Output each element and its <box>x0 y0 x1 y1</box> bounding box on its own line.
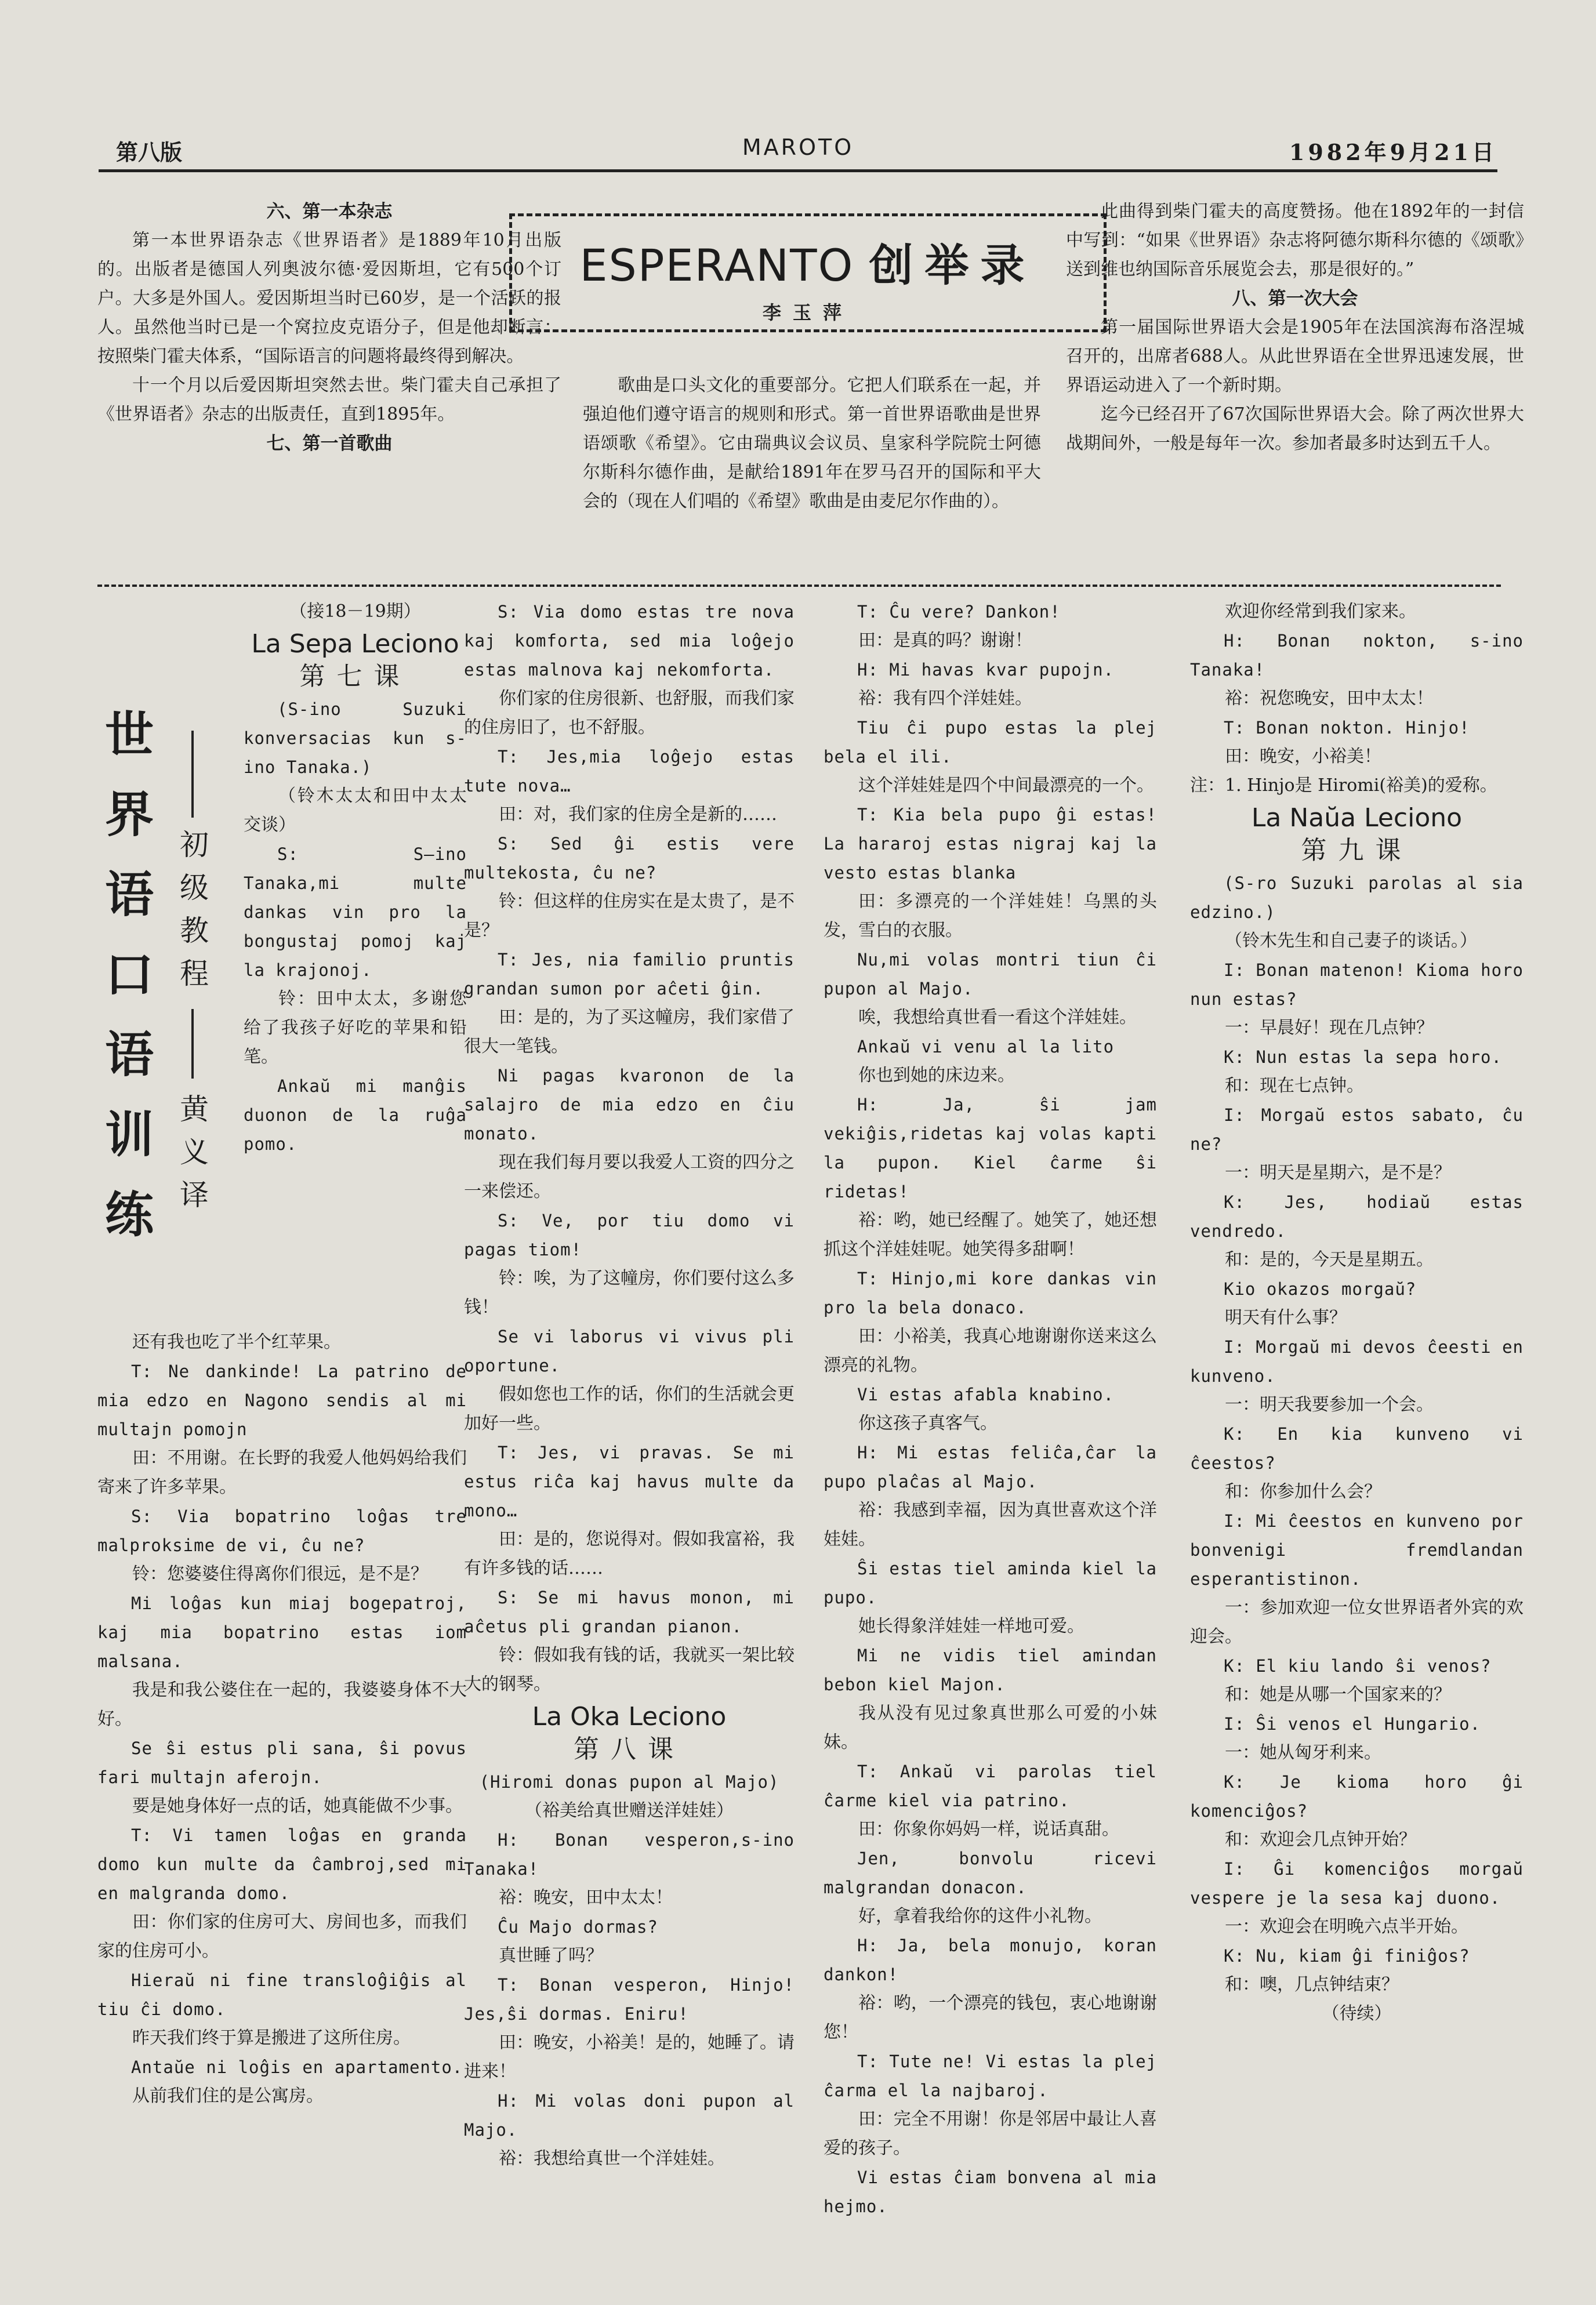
article-title: ESPERANTO 创举录 <box>579 239 1036 291</box>
article-col-top-middle <box>583 371 1041 580</box>
dialogue-line: K: Nun estas la sepa horo. <box>1224 1047 1502 1067</box>
page-header <box>99 135 1497 172</box>
section-divider <box>97 585 1501 587</box>
dialogue-line: S: Se mi havus monon, mi aĉetus pli grandan pianon. <box>464 1588 795 1636</box>
article-col-top-left <box>97 197 561 574</box>
dialogue-line: 裕：我感到幸福，因为真世喜欢这个洋娃娃。 <box>824 1500 1157 1549</box>
dialogue-line: 田：是的，您说得对。假如我富裕，我有许多钱的话…… <box>464 1529 795 1578</box>
dialogue-line: 铃：但这样的住房实在是太贵了，是不是？ <box>464 891 795 941</box>
paragraph: 此曲得到柴门霍夫的高度赞扬。他在1892年的一封信中写到：“如果《世界语》杂志将阿德尔斯科尔德的《颂歌》送到维也纳国际音乐展览会去，那是很好的。” <box>1066 201 1524 279</box>
paragraph: 第一届国际世界语大会是1905年在法国滨海布洛涅城召开的，出席者688人。从此世界语在全世界迅速发展，世界语运动进入了一个新时期。 <box>1066 317 1524 395</box>
paragraph: 十一个月以后爱因斯坦突然去世。柴门霍夫自己承担了《世界语者》杂志的出版责任，直到1895年。 <box>97 375 561 424</box>
dialogue-line: T: Tute ne! Vi estas la plej ĉarma el la najbaroj. <box>824 2052 1157 2100</box>
dialogue-line: T: Jes, nia familio pruntis grandan sumon por aĉeti ĝin. <box>464 950 795 999</box>
section-heading: 六、第一本杂志 <box>266 201 393 222</box>
dialogue-line: 和：是的，今天是星期五。 <box>1225 1250 1434 1270</box>
dialogue-line: 和：欢迎会几点钟开始？ <box>1225 1830 1416 1850</box>
dialogue-line: 我是和我公婆住在一起的，我婆婆身体不大好。 <box>97 1680 467 1729</box>
dialogue-line: Mi ne vidis tiel amindan bebon kiel Majon. <box>824 1646 1157 1694</box>
dialogue-line: 假如您也工作的话，你们的生活就会更加好一些。 <box>464 1384 795 1433</box>
dialogue-line: T: Ankaŭ vi parolas tiel ĉarme kiel via patrino. <box>824 1762 1157 1810</box>
dialogue-line: I: Mi ĉeestos en kunveno por bonvenigi fremdlandan esperantistinon. <box>1190 1511 1524 1589</box>
dialogue-line: 田：是真的吗？谢谢！ <box>858 630 1032 651</box>
lesson-col-4 <box>1190 597 1524 2238</box>
lesson-title-eo: La Naŭa Leciono <box>1251 803 1463 833</box>
translator-text: 黄义译 <box>180 1092 209 1212</box>
dialogue-line: 铃：田中太太，多谢您给了我孩子好吃的苹果和铅笔。 <box>244 989 467 1067</box>
vertical-rule <box>191 731 194 818</box>
dialogue-line: Se vi laborus vi vivus pli oportune. <box>464 1327 795 1375</box>
dialogue-line: 田：你象你妈妈一样，说话真甜。 <box>858 1819 1119 1839</box>
dialogue-line: 铃：您婆婆住得离你们很远，是不是？ <box>132 1564 428 1584</box>
dialogue-line: 一：欢迎会在明晚六点半开始。 <box>1225 1916 1468 1937</box>
lesson-col-1-top <box>244 597 467 1328</box>
dialogue-line: Mi loĝas kun miaj bogepatroj, kaj mia bopatrino estas iom malsana. <box>97 1593 467 1671</box>
dialogue-line: 真世睡了吗？ <box>499 1945 603 1966</box>
article-col-top-right <box>1066 197 1524 574</box>
dialogue-line: K: El kiu lando ŝi venos? <box>1224 1656 1492 1676</box>
dialogue-line: S: Ve, por tiu domo vi pagas tiom! <box>464 1211 795 1259</box>
dialogue-line: T: Ĉu vere? Dankon! <box>857 602 1061 622</box>
lesson-intro-cn: （铃木先生和自己妻子的谈话。） <box>1225 931 1477 951</box>
dialogue-line: I: Morgaŭ mi devos ĉeesti en kunveno. <box>1190 1337 1524 1386</box>
dialogue-line: Hieraŭ ni fine transloĝiĝis al tiu ĉi domo. <box>97 1970 467 2019</box>
dialogue-line: 她长得象洋娃娃一样地可爱。 <box>858 1616 1084 1636</box>
dialogue-line: 田：你们家的住房可大、房间也多，而我们家的住房可小。 <box>97 1912 467 1961</box>
dialogue-line: 一：早晨好！现在几点钟？ <box>1225 1018 1434 1038</box>
dialogue-line: H: Mi volas doni pupon al Majo. <box>464 2091 795 2140</box>
dialogue-line: 从前我们住的是公寓房。 <box>132 2086 324 2106</box>
dialogue-line: Nu,mi volas montri tiun ĉi pupon al Majo. <box>824 950 1157 999</box>
dialogue-line: I: Morgaŭ estos sabato, ĉu ne? <box>1190 1105 1524 1154</box>
series-subtitle <box>174 823 215 1217</box>
subtitle-text: 初级教程 <box>180 828 209 990</box>
dialogue-line: 一：参加欢迎一位女世界语者外宾的欢迎会。 <box>1190 1598 1524 1647</box>
dialogue-line: 田：晚安，小裕美！是的，她睡了。请进来！ <box>464 2032 795 2082</box>
dialogue-line: T: Ne dankinde! La patrino de mia edzo en Nagono sendis al mi multajn pomojn <box>97 1362 467 1439</box>
dialogue-line: 田：对，我们家的住房全是新的…… <box>499 804 777 825</box>
dialogue-line: 田：是的，为了买这幢房，我们家借了很大一笔钱。 <box>464 1007 795 1057</box>
page-number: 第八版 <box>116 139 183 165</box>
dialogue-line: 明天有什么事？ <box>1225 1308 1347 1328</box>
dialogue-line: K: Je kioma horo ĝi komenciĝos? <box>1190 1772 1524 1821</box>
dialogue-line: 铃：唉，为了这幢房，你们要付这么多钱！ <box>464 1268 795 1317</box>
dialogue-line: I: Bonan matenon! Kioma horo nun estas? <box>1190 960 1524 1009</box>
dialogue-line: H: Bonan nokton, s-ino Tanaka! <box>1190 631 1524 680</box>
lesson-col-1-bottom <box>97 1328 467 2233</box>
dialogue-line: Kio okazos morgaŭ? <box>1224 1279 1417 1299</box>
lesson-title-cn: 第九课 <box>1301 836 1413 865</box>
dialogue-line: 昨天我们终于算是搬进了这所住房。 <box>132 2028 411 2048</box>
dialogue-line: 你这孩子真客气。 <box>858 1413 998 1433</box>
dialogue-line: 裕：哟，一个漂亮的钱包，衷心地谢谢您！ <box>824 1993 1157 2042</box>
dialogue-line: H: Mi havas kvar pupojn. <box>857 660 1115 680</box>
lesson-intro-eo: (Hiromi donas pupon al Majo) <box>479 1772 779 1792</box>
dialogue-line: S: Via bopatrino loĝas tre malproksime de vi, ĉu ne? <box>97 1507 467 1555</box>
lesson-col-3 <box>824 597 1157 2238</box>
article-author: 李玉萍 <box>762 302 853 324</box>
dialogue-line: 这个洋娃娃是四个中间最漂亮的一个。 <box>858 775 1154 796</box>
dialogue-line: H: Ja, bela monujo, koran dankon! <box>824 1936 1157 1984</box>
lesson-title-cn: 第七课 <box>299 662 411 691</box>
dialogue-line: 一：她从匈牙利来。 <box>1225 1743 1381 1763</box>
dialogue-line: 田：多漂亮的一个洋娃娃！乌黑的头发，雪白的衣服。 <box>824 891 1157 941</box>
dialogue-line: S: S—ino Tanaka,mi multe dankas vin pro la bongustaj pomoj kaj la krajonoj. <box>244 844 467 980</box>
dialogue-line: T: Jes,mia loĝejo estas tute nova… <box>464 747 795 796</box>
dialogue-line: T: Jes, vi pravas. Se mi estus riĉa kaj havus multe da mono… <box>464 1443 795 1520</box>
dialogue-line: 我从没有见过象真世那么可爱的小妹妹。 <box>824 1703 1157 1752</box>
paragraph: 第一本世界语杂志《世界语者》是1889年10月出版的。出版者是德国人列奥波尔德·爱因斯坦，它有500个订户。大多是外国人。爱因斯坦当时已60岁，是一个活跃的报人。虽然他当时已是一个窝拉皮克语分子，但是他却断言：按照柴门霍夫体系，“国际语言的问题将最终得到解决。 <box>97 230 561 366</box>
dialogue-line: Ni pagas kvaronon de la salajro de mia edzo en ĉiu monato. <box>464 1066 795 1144</box>
lesson-intro-cn: （铃木太太和田中太太交谈） <box>244 786 467 835</box>
dialogue-line: Tiu ĉi pupo estas la plej bela el ili. <box>824 718 1157 767</box>
dialogue-line: 要是她身体好一点的话，她真能做不少事。 <box>132 1796 463 1816</box>
dialogue-line: K: Nu, kiam ĝi finiĝos? <box>1224 1946 1470 1966</box>
dialogue-line: Jen, bonvolu ricevi malgrandan donacon. <box>824 1849 1157 1897</box>
issue-date: 1982年9月21日 <box>1289 139 1497 165</box>
section-heading: 八、第一次大会 <box>1232 288 1358 309</box>
footnote: 注：1. Hinjo是 Hiromi(裕美)的爱称。 <box>1190 775 1497 796</box>
dialogue-line: S: Sed ĝi estis vere multekosta, ĉu ne? <box>464 834 795 883</box>
dialogue-line: 和：你参加什么会？ <box>1225 1482 1381 1502</box>
lesson-intro-eo: (S-ro Suzuki parolas al sia edzino.) <box>1190 873 1524 922</box>
dialogue-line: H: Bonan vesperon,s-ino Tanaka! <box>464 1830 795 1879</box>
dialogue-line: 裕：我想给真世一个洋娃娃。 <box>499 2148 725 2169</box>
dialogue-line: H: Ja, ŝi jam vekiĝis,ridetas kaj volas kapti la pupon. Kiel ĉarme ŝi ridetas! <box>824 1095 1157 1201</box>
dialogue-line: 铃：假如我有钱的话，我就买一架比较大的钢琴。 <box>464 1645 795 1694</box>
dialogue-line: 现在我们每月要以我爱人工资的四分之一来偿还。 <box>464 1152 795 1201</box>
vertical-rule <box>191 1009 194 1079</box>
dialogue-line: T: Kia bela pupo ĝi estas! La hararoj estas nigraj kaj la vesto estas blanka <box>824 805 1157 883</box>
dialogue-line: K: Jes, hodiaŭ estas vendredo. <box>1190 1192 1524 1241</box>
dialogue-line: T: Vi tamen loĝas en granda domo kun multe da ĉambroj,sed mi en malgranda domo. <box>97 1825 467 1903</box>
dialogue-line: 裕：晚安，田中太太！ <box>499 1887 673 1908</box>
lesson-intro-eo: (S-ino Suzuki konversacias kun s-ino Tanaka.) <box>244 699 467 777</box>
dialogue-line: 你们家的住房很新、也舒服，而我们家的住房旧了，也不舒服。 <box>464 688 795 738</box>
dialogue-line: 裕：我有四个洋娃娃。 <box>858 688 1032 709</box>
dialogue-line: T: Bonan nokton. Hinjo! <box>1224 718 1470 738</box>
dialogue-line: Ŝi estas tiel aminda kiel la pupo. <box>824 1559 1157 1607</box>
dialogue-line: 裕：哟，她已经醒了。她笑了，她还想抓这个洋娃娃呢。她笑得多甜啊！ <box>824 1210 1157 1259</box>
continued-note: （接18－19期） <box>289 601 421 622</box>
series-title: 世界语口语训练 <box>104 706 154 1243</box>
dialogue-line: K: En kia kunveno vi ĉeestos? <box>1190 1424 1524 1473</box>
paragraph: 迄今已经召开了67次国际世界语大会。除了两次世界大战期间外，一般是每年一次。参加者最多时达到五千人。 <box>1066 404 1524 453</box>
dialogue-line: T: Bonan vesperon, Hinjo! Jes,ŝi dormas. Eniru! <box>464 1975 795 2024</box>
dialogue-line: 田：不用谢。在长野的我爱人他妈妈给我们寄来了许多苹果。 <box>97 1448 467 1497</box>
dialogue-line: 一：明天我要参加一个会。 <box>1225 1395 1434 1415</box>
dialogue-line: Vi estas afabla knabino. <box>857 1385 1115 1404</box>
lesson-title-eo: La Oka Leciono <box>532 1702 727 1732</box>
dialogue-line: Antaŭe ni loĝis en apartamento. <box>131 2057 463 2077</box>
dialogue-line: Ĉu Majo dormas? <box>498 1917 658 1937</box>
dialogue-line: T: Hinjo,mi kore dankas vin pro la bela donaco. <box>824 1269 1157 1317</box>
dialogue-line: 唉，我想给真世看一看这个洋娃娃。 <box>858 1007 1137 1028</box>
dialogue-line: I: Ŝi venos el Hungario. <box>1224 1714 1481 1734</box>
to-be-continued: （待续） <box>1322 2003 1392 2024</box>
dialogue-line: Ankaŭ mi manĝis duonon de la ruĝa pomo. <box>244 1076 467 1154</box>
lesson-intro-cn: （裕美给真世赠送洋娃娃） <box>525 1801 734 1821</box>
dialogue-line: 还有我也吃了半个红苹果。 <box>132 1332 341 1352</box>
dialogue-line: S: Via domo estas tre nova kaj komforta, sed mia loĝejo estas malnova kaj nekomforta. <box>464 602 795 680</box>
dialogue-line: 好，拿着我给你的这件小礼物。 <box>858 1906 1102 1926</box>
dialogue-line: 欢迎你经常到我们家来。 <box>1225 601 1416 622</box>
dialogue-line: 一：明天是星期六，是不是？ <box>1225 1163 1451 1183</box>
lesson-col-2 <box>464 597 795 2238</box>
dialogue-line: 裕：祝您晚安，田中太太！ <box>1225 688 1434 709</box>
dialogue-line: 田：晚安，小裕美！ <box>1225 746 1381 767</box>
newspaper-name: MAROTO <box>742 135 854 160</box>
lesson-title-cn: 第八课 <box>574 1734 685 1764</box>
dialogue-line: 和：噢，几点钟结束？ <box>1225 1974 1399 1995</box>
dialogue-line: Vi estas ĉiam bonvena al mia hejmo. <box>824 2168 1157 2216</box>
lesson-title-eo: La Sepa Leciono <box>251 629 459 659</box>
dialogue-line: 和：她是从哪一个国家来的？ <box>1225 1685 1451 1705</box>
dialogue-line: 和：现在七点钟。 <box>1225 1076 1364 1096</box>
dialogue-line: 你也到她的床边来。 <box>858 1065 1015 1086</box>
article-title-box <box>509 213 1107 332</box>
dialogue-line: 田：小裕美，我真心地谢谢你送来这么漂亮的礼物。 <box>824 1326 1157 1375</box>
dialogue-line: I: Ĝi komenciĝos morgaŭ vespere je la sesa kaj duono. <box>1190 1859 1524 1908</box>
section-heading: 七、第一首歌曲 <box>266 433 393 454</box>
dialogue-line: H: Mi estas feliĉa,ĉar la pupo plaĉas al Majo. <box>824 1443 1157 1491</box>
paragraph: 歌曲是口头文化的重要部分。它把人们联系在一起，并强迫他们遵守语言的规则和形式。第一首世界语歌曲是世界语颂歌《希望》。它由瑞典议会议员、皇家科学院院士阿德尔斯科尔德作曲，是献给1891年在罗马召开的国际和平大会的（现在人们唱的《希望》歌曲是由麦尼尔作曲的）。 <box>583 375 1041 511</box>
dialogue-line: Ankaŭ vi venu al la lito <box>857 1037 1115 1057</box>
spacer <box>174 995 215 1088</box>
dialogue-line: Se ŝi estus pli sana, ŝi povus fari multajn aferojn. <box>97 1738 467 1787</box>
dialogue-line: 田：完全不用谢！你是邻居中最让人喜爱的孩子。 <box>824 2109 1157 2158</box>
